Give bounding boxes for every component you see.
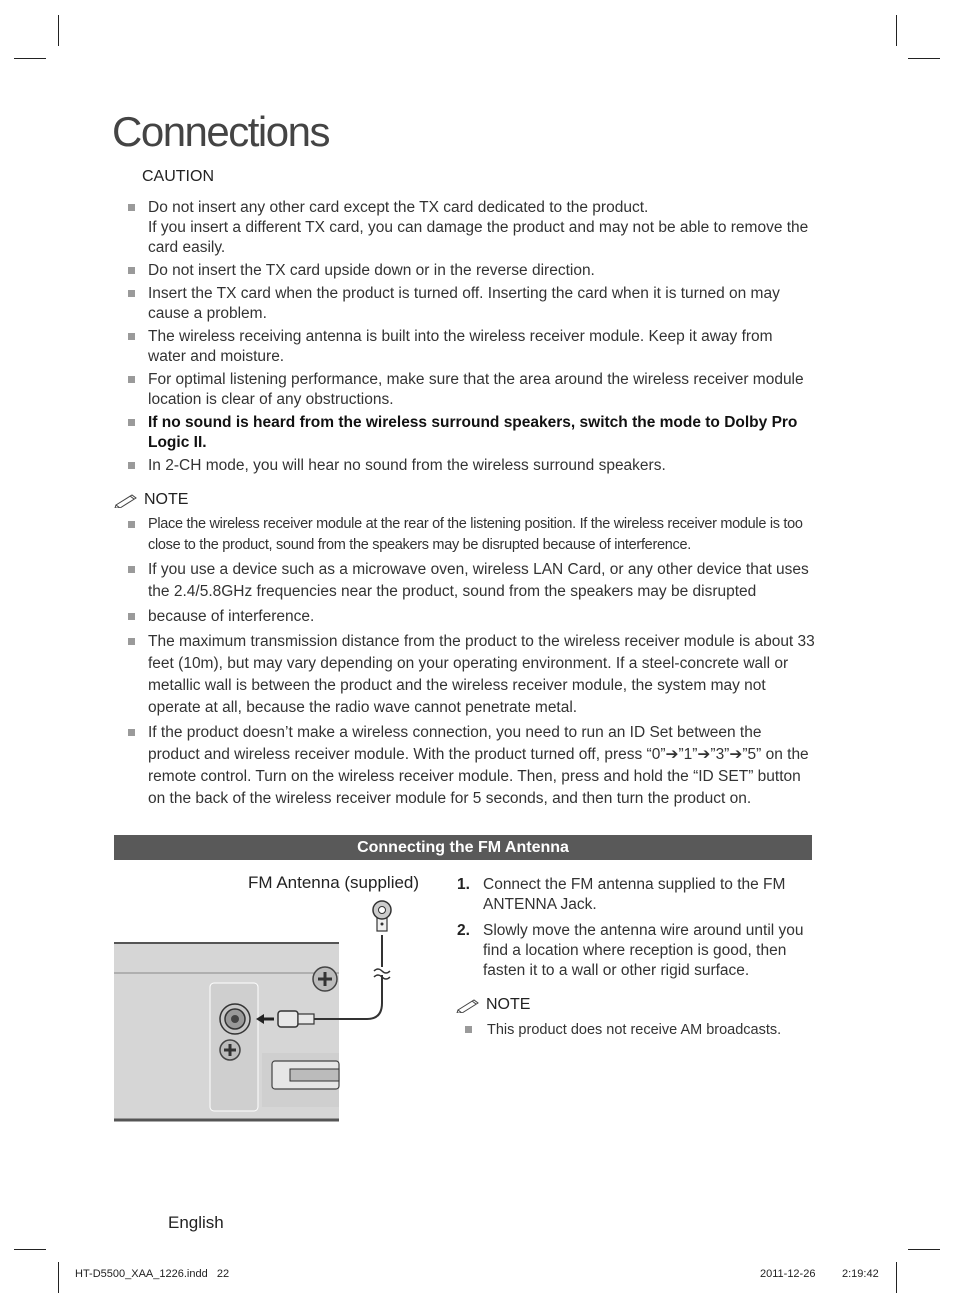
fm-antenna-diagram [112, 895, 402, 1125]
list-item-text: If you use a device such as a microwave oven, wireless LAN Card, or any other device that uses the 2.4/5.8GHz frequencies near the product, sound from the speakers may be disrupted [148, 561, 809, 600]
pencil-note-icon [456, 997, 482, 1013]
crop-mark [896, 1262, 897, 1293]
slug-date: 2011-12-26 [760, 1268, 816, 1280]
pencil-note-icon [114, 492, 140, 508]
note-list [128, 514, 816, 813]
fm-antenna-jack [220, 1004, 250, 1034]
list-item [128, 722, 816, 810]
list-item [128, 327, 813, 367]
step-text: Connect the FM antenna supplied to the FM ANTENNA Jack. [483, 876, 786, 913]
note-label [114, 491, 188, 509]
crop-mark [14, 58, 46, 59]
note-list [465, 1020, 817, 1040]
list-item [128, 413, 813, 453]
list-item-text: For optimal listening performance, make sure that the area around the wireless receiver module location is clear of any obstructions. [148, 371, 804, 408]
page-title: Connections [112, 108, 329, 155]
list-item [128, 198, 813, 258]
screw-icon [220, 1040, 240, 1060]
list-item [128, 370, 813, 410]
list-item [128, 456, 813, 476]
list-item-text: If the product doesn’t make a wireless connection, you need to run an ID Set between the product and wireless receiver module. With the product turned off, press “0”➔”1”➔”3”➔”5” on the remote control. Turn on the wireless receiver module. Then, press and hold the “ID SET” button on the back of the wireless receiver module for 5 seconds, and then turn the product on. [148, 724, 809, 807]
antenna-terminal [373, 901, 391, 931]
fm-antenna-label: FM Antenna (supplied) [248, 873, 420, 892]
list-item [128, 606, 816, 628]
list-item-text: This product does not receive AM broadcasts. [487, 1022, 782, 1038]
slug-time: 2:19:42 [842, 1268, 879, 1280]
note-label [456, 996, 530, 1014]
step-item [457, 875, 807, 915]
list-item [128, 261, 813, 281]
step-text: Slowly move the antenna wire around until you find a location where reception is good, then fasten it to a wall or other rigid surface. [483, 922, 804, 979]
list-item [128, 284, 813, 324]
crop-mark [14, 1249, 46, 1250]
section-heading: Connecting the FM Antenna [357, 838, 569, 856]
slug-file: HT-D5500_XAA_1226.indd 22 [75, 1268, 230, 1280]
antenna-plug [278, 1011, 314, 1027]
crop-mark [896, 15, 897, 46]
list-item-text: The maximum transmission distance from the product to the wireless receiver module is about 33 feet (10m), but may vary depending on your operating environment. If a steel-concrete wall or metallic wall is between the product and the wireless receiver module, the system may not operate at all, because the radio wave cannot penetrate metal. [148, 633, 815, 716]
note-label-text: NOTE [486, 996, 531, 1013]
crop-mark [908, 1249, 940, 1250]
section-heading-bar [114, 835, 812, 860]
crop-mark [58, 1262, 59, 1293]
caution-label: CAUTION [142, 168, 214, 185]
step-number: 1. [457, 876, 470, 893]
steps-list [457, 875, 807, 987]
crop-mark [908, 58, 940, 59]
list-item-text: Place the wireless receiver module at the rear of the listening position. If the wireless receiver module is too close to the product, sound from the speakers may be disrupted because of interference. [148, 516, 803, 553]
screw-icon [313, 967, 337, 991]
step-item [457, 921, 807, 981]
list-item-text: In 2-CH mode, you will hear no sound from the wireless surround speakers. [148, 457, 666, 474]
list-item [465, 1020, 817, 1040]
list-item-text: because of interference. [148, 608, 315, 625]
list-item [128, 559, 816, 603]
note-label-text: NOTE [144, 491, 189, 508]
list-item [128, 631, 816, 719]
footer-language: English [168, 1213, 224, 1232]
list-item-text: Do not insert the TX card upside down or in the reverse direction. [148, 262, 595, 279]
list-item-text: Do not insert any other card except the TX card dedicated to the product. If you insert a different TX card, you can damage the product and may not be able to remove the card easily. [148, 199, 809, 256]
list-item [128, 514, 816, 556]
list-item-text: Insert the TX card when the product is turned off. Inserting the card when it is turned on may cause a problem. [148, 285, 780, 322]
list-item-text: If no sound is heard from the wireless surround speakers, switch the mode to Dolby Pro Logic II. [148, 414, 798, 451]
caution-list [128, 198, 813, 479]
step-number: 2. [457, 922, 470, 939]
list-item-text: The wireless receiving antenna is built into the wireless receiver module. Keep it away from water and moisture. [148, 328, 773, 365]
crop-mark [58, 15, 59, 46]
